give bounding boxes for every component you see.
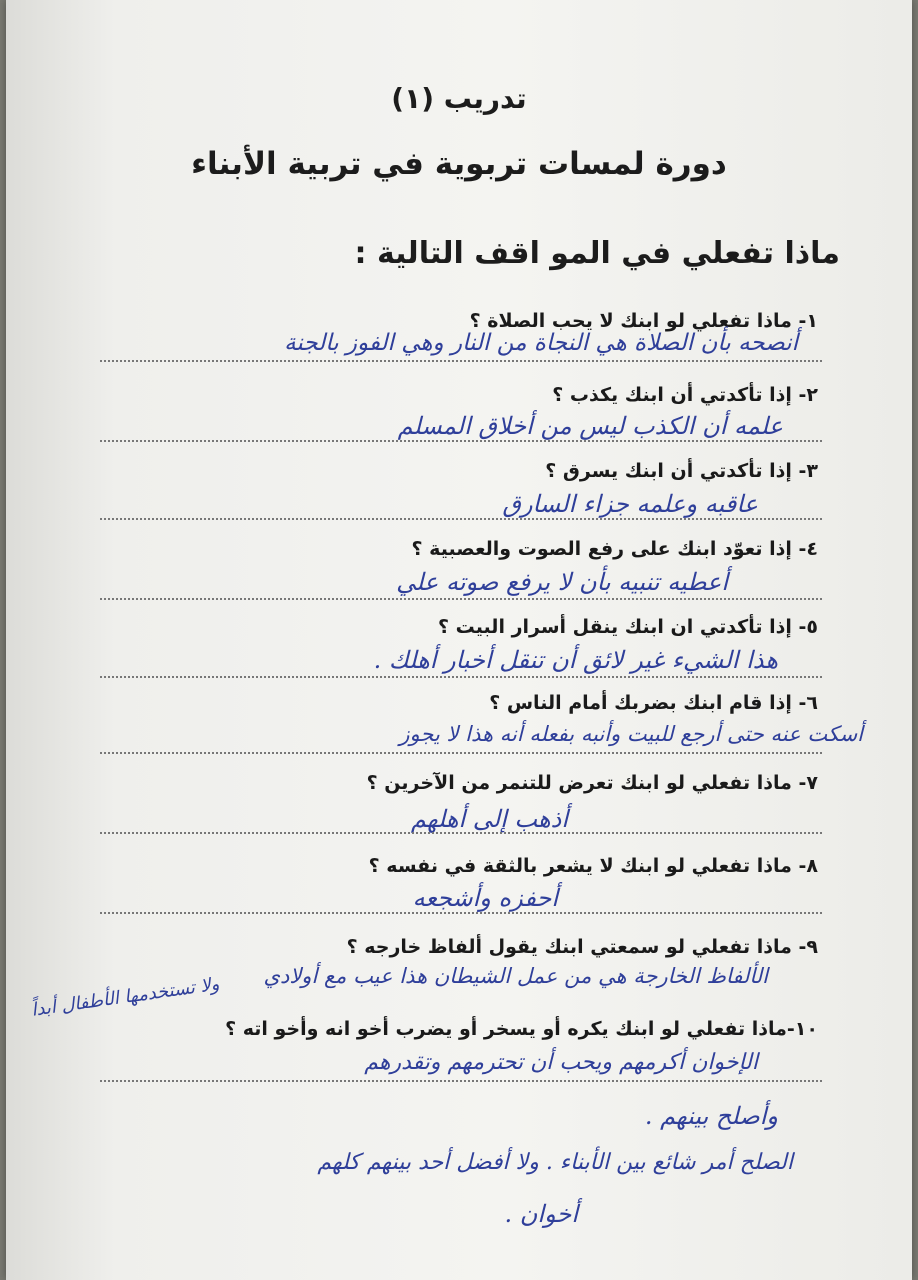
- answer-line-5: [100, 676, 822, 678]
- answer-line-6: [100, 752, 822, 754]
- answer-1: أنصحه بأن الصلاة هي النجاة من النار وهي الفوز بالجنة: [284, 330, 798, 356]
- closing-line-3: أخوان .: [504, 1200, 578, 1228]
- answer-line-2: [100, 440, 822, 442]
- answer-line-3: [100, 518, 822, 520]
- question-6: ٦- إذا قام ابنك بضربك أمام الناس ؟: [489, 692, 818, 714]
- closing-line-1: وأصلح بينهم .: [644, 1102, 778, 1130]
- answer-2: علمه أن الكذب ليس من أخلاق المسلم: [397, 412, 783, 440]
- answer-4: أعطيه تنبيه بأن لا يرفع صوته علي: [396, 568, 728, 596]
- answer-9: الألفاظ الخارجة هي من عمل الشيطان هذا عيب مع أولادي: [263, 964, 768, 988]
- section-heading: ماذا تفعلي في المو اقف التالية :: [354, 236, 840, 271]
- question-4: ٤- إذا تعوّد ابنك على رفع الصوت والعصبية ؟: [411, 538, 818, 560]
- answer-line-10: [100, 1080, 822, 1082]
- answer-line-7: [100, 832, 822, 834]
- question-10: ١٠-ماذا تفعلي لو ابنك يكره أو يسخر أو يضرب أخو انه وأخو اته ؟: [225, 1018, 818, 1040]
- closing-line-2: الصلح أمر شائع بين الأبناء . ولا أفضل أحد بينهم كلهم: [317, 1150, 793, 1175]
- answer-7: أذهب إلى أهلهم: [410, 805, 568, 833]
- answer-3: عاقبه وعلمه جزاء السارق: [502, 490, 758, 518]
- question-9: ٩- ماذا تفعلي لو سمعتي ابنك يقول ألفاظ خارجه ؟: [346, 936, 818, 958]
- question-7: ٧- ماذا تفعلي لو ابنك تعرض للتنمر من الآخرين ؟: [366, 772, 818, 794]
- course-title: دورة لمسات تربوية في تربية الأبناء: [191, 146, 727, 182]
- question-1: ١- ماذا تفعلي لو ابنك لا يحب الصلاة ؟: [469, 310, 818, 332]
- worksheet-paper: [6, 0, 912, 1280]
- answer-6: أسكت عنه حتى أرجع للبيت وأنبه بفعله أنه هذا لا يجوز: [399, 722, 863, 746]
- answer-10: الإخوان أكرمهم ويحب أن تحترمهم وتقدرهم: [364, 1050, 758, 1075]
- question-5: ٥- إذا تأكدتي ان ابنك ينقل أسرار البيت ؟: [438, 616, 818, 638]
- answer-line-1: [100, 360, 822, 362]
- page-title: تدريب (١): [391, 82, 527, 115]
- answer-line-4: [100, 598, 822, 600]
- answer-9-margin-note: ولا تستخدمها الأطفال أبداً: [30, 973, 221, 1021]
- answer-8: أحفزه وأشجعه: [412, 884, 558, 912]
- question-2: ٢- إذا تأكدتي أن ابنك يكذب ؟: [552, 384, 818, 406]
- answer-5: هذا الشيء غير لائق أن تنقل أخبار أهلك .: [373, 646, 778, 674]
- question-8: ٨- ماذا تفعلي لو ابنك لا يشعر بالثقة في نفسه ؟: [368, 855, 818, 877]
- question-3: ٣- إذا تأكدتي أن ابنك يسرق ؟: [545, 460, 818, 482]
- answer-line-8: [100, 912, 822, 914]
